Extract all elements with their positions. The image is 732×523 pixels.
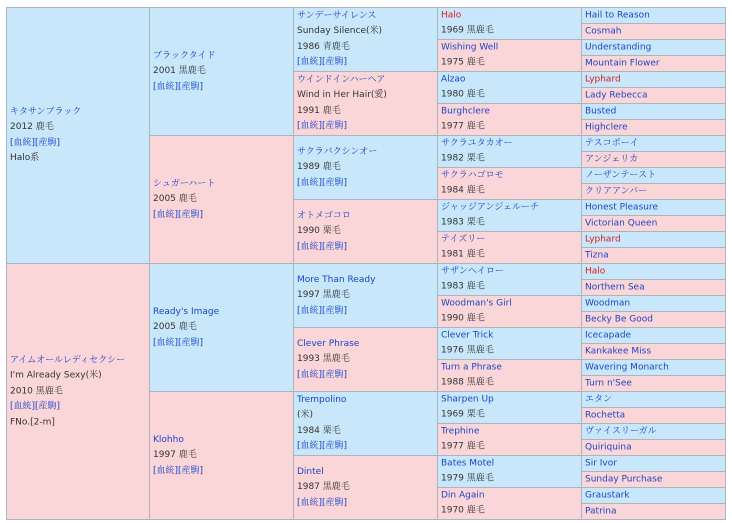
horse-detail: 1975 鹿毛 bbox=[441, 57, 485, 68]
horse-name-link[interactable]: テイズリー bbox=[441, 234, 486, 244]
horse-detail: 1977 鹿毛 bbox=[441, 121, 485, 132]
pedigree-cell-gen3 bbox=[293, 327, 438, 392]
horse-name-link[interactable]: Clever Phrase bbox=[297, 338, 360, 349]
horse-name-link[interactable]: Sunday Purchase bbox=[585, 473, 663, 484]
pedigree-cell-gen3 bbox=[293, 391, 438, 456]
horse-name-link[interactable]: Victorian Queen bbox=[585, 217, 658, 228]
horse-entry bbox=[441, 424, 579, 455]
pedigree-cell-gen5 bbox=[581, 167, 726, 184]
pedigree-cell-gen4 bbox=[437, 263, 582, 296]
horse-entry bbox=[441, 392, 579, 423]
pedigree-cell-gen5 bbox=[581, 183, 726, 200]
pedigree-cell-gen3 bbox=[293, 263, 438, 328]
horse-entry bbox=[297, 464, 435, 511]
bloodline-offspring-links[interactable]: [血統][産駒] bbox=[297, 441, 348, 451]
bloodline-offspring-links[interactable]: [血統][産駒] bbox=[153, 465, 204, 476]
pedigree-cell-gen4 bbox=[437, 71, 582, 104]
horse-name-link[interactable]: Lyphard bbox=[585, 233, 621, 244]
horse-name-link[interactable]: ウインドインハーヘア bbox=[297, 74, 386, 85]
pedigree-cell-gen5 bbox=[581, 215, 726, 232]
horse-entry bbox=[441, 296, 579, 327]
horse-name-link[interactable]: アンジェリカ bbox=[585, 153, 639, 164]
horse-name-link[interactable]: Woodman's Girl bbox=[441, 298, 512, 308]
pedigree-cell-gen5 bbox=[581, 343, 726, 360]
horse-name-link[interactable]: エタン bbox=[585, 393, 613, 404]
horse-entry bbox=[441, 488, 579, 519]
horse-name-link[interactable]: Northern Sea bbox=[585, 281, 645, 292]
horse-detail: 1997 鹿毛 bbox=[153, 449, 197, 460]
horse-entry bbox=[585, 296, 723, 312]
pedigree-cell-gen5 bbox=[581, 359, 726, 376]
horse-name-link[interactable]: Ready's Image bbox=[153, 306, 220, 317]
horse-detail: 1997 黒鹿毛 bbox=[297, 289, 350, 300]
horse-name-link[interactable]: Kankakee Miss bbox=[585, 345, 652, 356]
horse-entry bbox=[585, 40, 723, 56]
pedigree-cell-gen5 bbox=[581, 103, 726, 120]
pedigree-cell-gen5 bbox=[581, 231, 726, 248]
pedigree-cell-gen3 bbox=[293, 71, 438, 136]
horse-name-link[interactable]: Understanding bbox=[585, 41, 652, 52]
horse-entry bbox=[441, 136, 579, 167]
horse-name-link[interactable]: Tizna bbox=[585, 249, 609, 260]
horse-entry bbox=[441, 168, 579, 199]
pedigree-cell-gen3 bbox=[293, 7, 438, 72]
horse-name-link[interactable]: Quiriquina bbox=[585, 441, 632, 452]
bloodline-offspring-links[interactable]: [血統][産駒] bbox=[153, 81, 204, 92]
horse-entry bbox=[297, 73, 435, 135]
horse-entry bbox=[585, 392, 723, 408]
pedigree-cell-gen5 bbox=[581, 87, 726, 104]
horse-name-link[interactable]: Halo bbox=[441, 10, 462, 20]
horse-entry bbox=[585, 344, 723, 360]
horse-name-link[interactable]: ノーザンテースト bbox=[585, 169, 657, 180]
horse-entry bbox=[585, 424, 723, 440]
pedigree-cell-gen1 bbox=[6, 7, 150, 264]
horse-detail: 1991 鹿毛 bbox=[297, 105, 341, 116]
pedigree-cell-gen5 bbox=[581, 247, 726, 264]
horse-entry bbox=[153, 304, 291, 351]
horse-entry bbox=[585, 376, 723, 392]
bloodline-offspring-links[interactable]: [血統][産駒] bbox=[153, 337, 204, 348]
horse-entry bbox=[585, 104, 723, 120]
horse-name-link[interactable]: Cosmah bbox=[585, 25, 622, 36]
horse-detail: 1983 鹿毛 bbox=[441, 281, 485, 292]
horse-entry bbox=[297, 272, 435, 319]
horse-detail: (米) bbox=[297, 410, 314, 420]
horse-detail: FNo.[2-m] bbox=[10, 416, 55, 427]
horse-name-link[interactable]: キタサンブラック bbox=[10, 106, 82, 117]
horse-entry bbox=[585, 168, 723, 184]
pedigree-cell-gen5 bbox=[581, 455, 726, 472]
horse-detail: 2001 黒鹿毛 bbox=[153, 65, 206, 76]
horse-entry bbox=[585, 72, 723, 88]
horse-name-link[interactable]: Sharpen Up bbox=[441, 394, 494, 404]
horse-name-link[interactable]: Trempolino bbox=[297, 394, 347, 405]
pedigree-cell-gen5 bbox=[581, 407, 726, 424]
bloodline-offspring-links[interactable]: [血統][産駒] bbox=[297, 305, 348, 316]
horse-entry bbox=[585, 504, 723, 520]
pedigree-cell-gen5 bbox=[581, 71, 726, 88]
horse-name-link[interactable]: Honest Pleasure bbox=[585, 201, 659, 212]
horse-name-link[interactable]: Hail to Reason bbox=[585, 9, 650, 20]
horse-detail: 1984 鹿毛 bbox=[441, 185, 485, 196]
pedigree-cell-gen5 bbox=[581, 151, 726, 168]
horse-name-link[interactable]: ジャッジアンジェルーチ bbox=[441, 202, 540, 212]
horse-entry bbox=[585, 216, 723, 232]
horse-entry bbox=[585, 248, 723, 264]
horse-entry bbox=[585, 312, 723, 328]
bloodline-offspring-links[interactable]: [血統][産駒] bbox=[10, 401, 61, 412]
horse-name-link[interactable]: オトメゴコロ bbox=[297, 210, 351, 221]
bloodline-offspring-links[interactable]: [血統][産駒] bbox=[153, 209, 204, 220]
pedigree-cell-gen4 bbox=[437, 103, 582, 136]
horse-name-link[interactable]: Dintel bbox=[297, 466, 324, 477]
horse-name-link[interactable]: Alzao bbox=[441, 74, 466, 84]
horse-name-link[interactable]: Burghclere bbox=[441, 106, 490, 116]
horse-entry bbox=[153, 48, 291, 95]
pedigree-cell-gen3 bbox=[293, 455, 438, 520]
pedigree-cell-gen5 bbox=[581, 295, 726, 312]
horse-name-link[interactable]: サンデーサイレンス bbox=[297, 10, 377, 21]
horse-entry bbox=[441, 200, 579, 231]
horse-detail: 1987 黒鹿毛 bbox=[297, 481, 350, 492]
horse-detail: 1980 鹿毛 bbox=[441, 89, 485, 100]
horse-detail: 1983 栗毛 bbox=[441, 217, 485, 228]
pedigree-cell-gen5 bbox=[581, 23, 726, 40]
horse-name-link[interactable]: Patrina bbox=[585, 505, 617, 516]
pedigree-cell-gen5 bbox=[581, 119, 726, 136]
pedigree-cell-gen4 bbox=[437, 487, 582, 520]
horse-entry bbox=[297, 208, 435, 255]
horse-name-link[interactable]: Graustark bbox=[585, 489, 630, 500]
pedigree-cell-gen4 bbox=[437, 199, 582, 232]
horse-name-link[interactable]: Wavering Monarch bbox=[585, 361, 669, 372]
horse-entry bbox=[297, 144, 435, 191]
bloodline-offspring-links[interactable]: [血統][産駒] bbox=[297, 369, 348, 380]
horse-name-link[interactable]: Din Again bbox=[441, 490, 485, 500]
horse-detail: 1989 鹿毛 bbox=[297, 161, 341, 172]
horse-entry bbox=[441, 40, 579, 71]
pedigree-cell-gen2 bbox=[149, 135, 294, 264]
pedigree-cell-gen5 bbox=[581, 39, 726, 56]
pedigree-cell-gen4 bbox=[437, 423, 582, 456]
pedigree-cell-gen4 bbox=[437, 391, 582, 424]
horse-name-link[interactable]: Bates Motel bbox=[441, 458, 495, 468]
bloodline-offspring-links[interactable]: [血統][産駒] bbox=[297, 497, 348, 508]
horse-detail: 1981 鹿毛 bbox=[441, 249, 485, 260]
bloodline-offspring-links[interactable]: [血統][産駒] bbox=[297, 121, 348, 131]
pedigree-cell-gen4 bbox=[437, 7, 582, 40]
pedigree-cell-gen5 bbox=[581, 135, 726, 152]
horse-name-link[interactable]: Becky Be Good bbox=[585, 313, 654, 324]
horse-entry bbox=[585, 264, 723, 280]
pedigree-cell-gen5 bbox=[581, 7, 726, 24]
horse-entry bbox=[585, 184, 723, 200]
horse-name-link[interactable]: Klohho bbox=[153, 434, 184, 445]
pedigree-cell-gen4 bbox=[437, 167, 582, 200]
pedigree-cell-gen5 bbox=[581, 311, 726, 328]
horse-entry bbox=[441, 328, 579, 359]
horse-detail: Wind in Her Hair(愛) bbox=[297, 90, 387, 100]
horse-detail: Halo系 bbox=[10, 153, 40, 163]
pedigree-cell-gen5 bbox=[581, 327, 726, 344]
horse-name-link[interactable]: Woodman bbox=[585, 297, 631, 308]
horse-entry bbox=[585, 152, 723, 168]
bloodline-offspring-links[interactable]: [血統][産駒] bbox=[297, 177, 348, 188]
pedigree-cell-gen5 bbox=[581, 279, 726, 296]
horse-entry bbox=[153, 432, 291, 479]
horse-name-link[interactable]: Icecapade bbox=[585, 329, 632, 340]
horse-entry bbox=[10, 353, 147, 431]
pedigree-cell-gen2 bbox=[149, 391, 294, 520]
horse-name-link[interactable]: サクラバクシンオー bbox=[297, 146, 378, 157]
pedigree-cell-gen3 bbox=[293, 135, 438, 200]
horse-entry bbox=[297, 336, 435, 383]
horse-entry bbox=[441, 232, 579, 263]
horse-name-link[interactable]: ブラックタイド bbox=[153, 50, 216, 61]
pedigree-cell-gen5 bbox=[581, 487, 726, 504]
horse-name-link[interactable]: More Than Ready bbox=[297, 274, 376, 285]
horse-entry bbox=[585, 232, 723, 248]
horse-name-link[interactable]: Lady Rebecca bbox=[585, 89, 648, 100]
horse-name-link[interactable]: Turn a Phrase bbox=[441, 362, 502, 372]
horse-entry bbox=[441, 72, 579, 103]
horse-name-link[interactable]: サザンヘイロー bbox=[441, 266, 504, 276]
bloodline-offspring-links[interactable]: [血統][産駒] bbox=[297, 57, 348, 67]
horse-entry bbox=[297, 9, 435, 71]
pedigree-cell-gen4 bbox=[437, 295, 582, 328]
horse-entry bbox=[585, 440, 723, 456]
horse-name-link[interactable]: テスコボーイ bbox=[585, 137, 639, 148]
horse-detail: 2005 鹿毛 bbox=[153, 321, 197, 332]
horse-detail: Sunday Silence(米) bbox=[297, 26, 382, 36]
horse-entry bbox=[585, 280, 723, 296]
horse-entry bbox=[441, 8, 579, 39]
horse-name-link[interactable]: Wishing Well bbox=[441, 42, 499, 52]
pedigree-cell-gen4 bbox=[437, 327, 582, 360]
horse-entry bbox=[297, 393, 435, 455]
horse-name-link[interactable]: アイムオールレディセクシー bbox=[10, 354, 126, 365]
horse-name-link[interactable]: Clever Trick bbox=[441, 330, 494, 340]
pedigree-cell-gen4 bbox=[437, 135, 582, 168]
horse-name-link[interactable]: サクラハゴロモ bbox=[441, 170, 504, 180]
pedigree-cell-gen5 bbox=[581, 199, 726, 216]
horse-detail: 1993 黒鹿毛 bbox=[297, 353, 350, 364]
horse-detail: 1976 黒鹿毛 bbox=[441, 345, 494, 356]
horse-name-link[interactable]: クリアアンバー bbox=[585, 185, 648, 196]
horse-entry bbox=[585, 200, 723, 216]
horse-entry bbox=[441, 360, 579, 391]
horse-detail: 1984 栗毛 bbox=[297, 425, 341, 436]
pedigree-cell-gen5 bbox=[581, 55, 726, 72]
pedigree-cell-gen1 bbox=[6, 263, 150, 520]
pedigree-cell-gen4 bbox=[437, 39, 582, 72]
horse-entry bbox=[441, 456, 579, 487]
horse-detail: 1986 青鹿毛 bbox=[297, 41, 350, 52]
horse-entry bbox=[585, 456, 723, 472]
horse-detail: 1990 鹿毛 bbox=[441, 313, 485, 324]
horse-detail: 1990 栗毛 bbox=[297, 225, 341, 236]
pedigree-cell-gen2 bbox=[149, 263, 294, 392]
pedigree-cell-gen3 bbox=[293, 199, 438, 264]
horse-detail: 2010 黒鹿毛 bbox=[10, 385, 63, 396]
horse-name-link[interactable]: Sir Ivor bbox=[585, 457, 617, 468]
pedigree-cell-gen4 bbox=[437, 455, 582, 488]
horse-name-link[interactable]: Halo bbox=[585, 265, 606, 276]
horse-name-link[interactable]: Lyphard bbox=[585, 73, 621, 84]
pedigree-cell-gen2 bbox=[149, 7, 294, 136]
horse-entry bbox=[585, 408, 723, 424]
horse-entry bbox=[585, 488, 723, 504]
horse-detail: 1979 黒鹿毛 bbox=[441, 473, 494, 484]
horse-name-link[interactable]: ヴァイスリーガル bbox=[585, 425, 657, 436]
pedigree-cell-gen4 bbox=[437, 359, 582, 392]
horse-name-link[interactable]: Mountain Flower bbox=[585, 57, 660, 68]
horse-entry bbox=[10, 105, 147, 167]
pedigree-cell-gen5 bbox=[581, 423, 726, 440]
horse-entry bbox=[153, 176, 291, 223]
horse-name-link[interactable]: Busted bbox=[585, 105, 617, 116]
horse-detail: 1982 栗毛 bbox=[441, 153, 485, 164]
horse-entry bbox=[585, 472, 723, 488]
pedigree-cell-gen5 bbox=[581, 391, 726, 408]
horse-entry bbox=[585, 328, 723, 344]
pedigree-cell-gen5 bbox=[581, 503, 726, 520]
horse-entry bbox=[585, 8, 723, 24]
pedigree-cell-gen5 bbox=[581, 263, 726, 280]
horse-entry bbox=[585, 136, 723, 152]
pedigree-cell-gen5 bbox=[581, 471, 726, 488]
horse-name-link[interactable]: シュガーハート bbox=[153, 178, 216, 189]
horse-detail: 1969 栗毛 bbox=[441, 409, 485, 420]
pedigree-cell-gen5 bbox=[581, 439, 726, 456]
horse-entry bbox=[585, 360, 723, 376]
horse-entry bbox=[585, 24, 723, 40]
horse-detail: 2005 鹿毛 bbox=[153, 193, 197, 204]
horse-name-link[interactable]: Trephine bbox=[441, 426, 480, 436]
horse-entry bbox=[585, 56, 723, 72]
horse-detail: 1970 鹿毛 bbox=[441, 505, 485, 516]
horse-name-link[interactable]: Turn n'See bbox=[585, 377, 632, 388]
horse-entry bbox=[585, 120, 723, 136]
horse-detail: 1977 鹿毛 bbox=[441, 441, 485, 452]
horse-name-link[interactable]: サクラユタカオー bbox=[441, 138, 513, 148]
horse-entry bbox=[441, 104, 579, 135]
horse-detail: I'm Already Sexy(米) bbox=[10, 370, 102, 381]
bloodline-offspring-links[interactable]: [血統][産駒] bbox=[10, 137, 61, 148]
pedigree-cell-gen5 bbox=[581, 375, 726, 392]
pedigree-table bbox=[6, 7, 725, 519]
horse-detail: 1988 黒鹿毛 bbox=[441, 377, 494, 388]
horse-detail: 1969 黒鹿毛 bbox=[441, 25, 494, 36]
horse-detail: 2012 鹿毛 bbox=[10, 122, 54, 132]
horse-name-link[interactable]: Highclere bbox=[585, 121, 628, 132]
pedigree-cell-gen4 bbox=[437, 231, 582, 264]
horse-name-link[interactable]: Rochetta bbox=[585, 409, 626, 420]
horse-entry bbox=[441, 264, 579, 295]
horse-entry bbox=[585, 88, 723, 104]
bloodline-offspring-links[interactable]: [血統][産駒] bbox=[297, 241, 348, 252]
